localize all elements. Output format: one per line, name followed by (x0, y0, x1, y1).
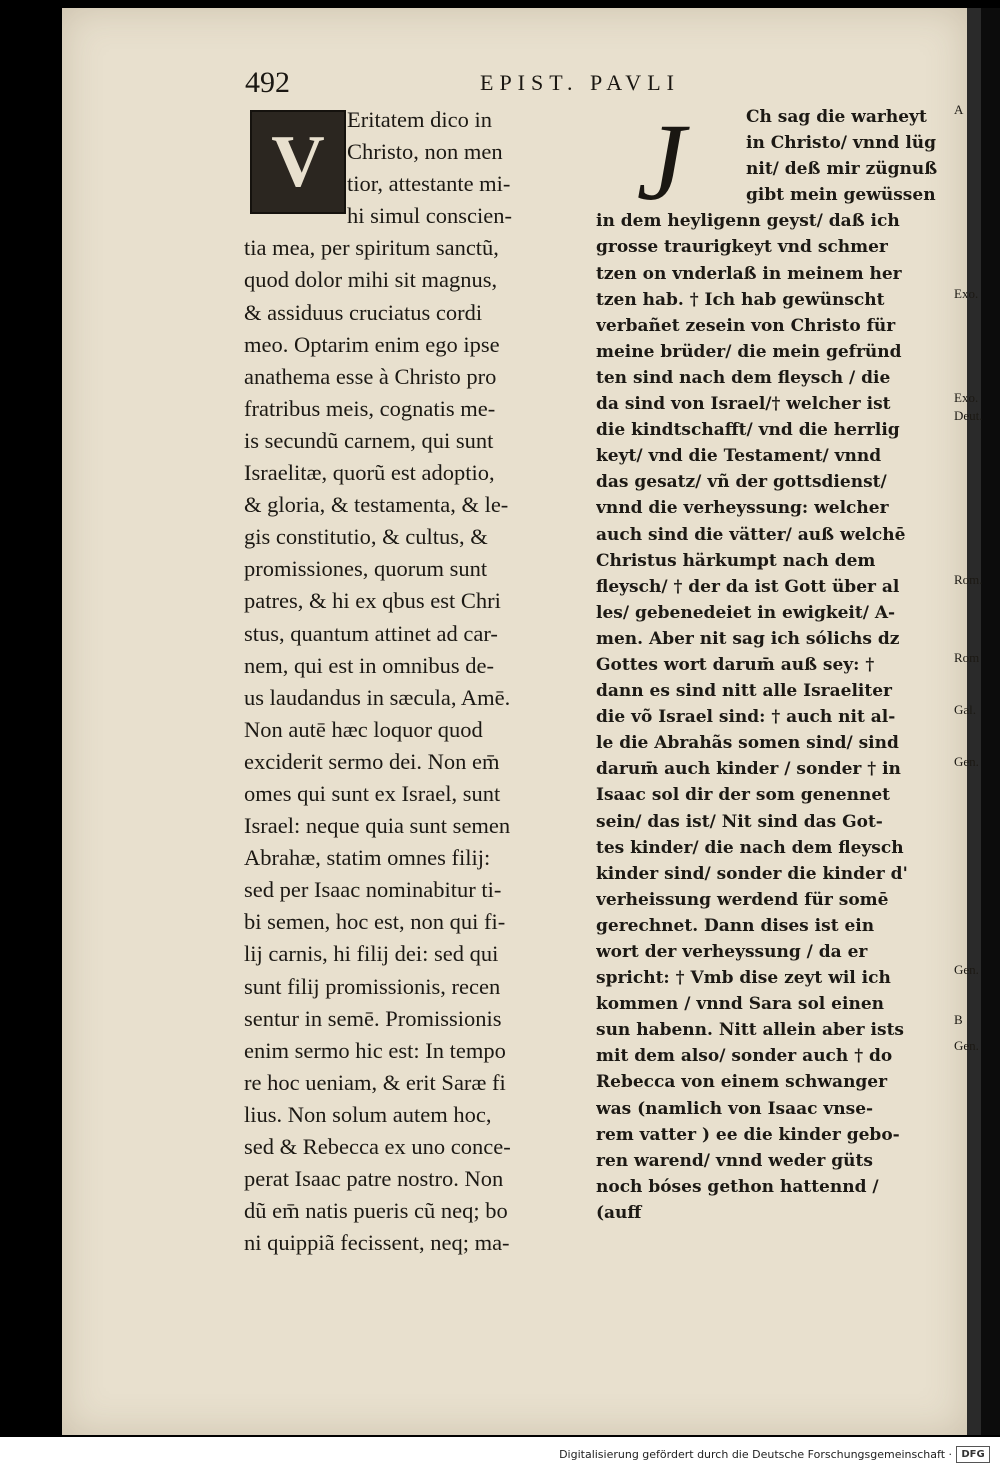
latin-text-line: stus, quantum attinet ad car- (244, 620, 498, 646)
german-text-line: Rebecca von einem schwanger (596, 1072, 888, 1093)
latin-text-line: gis constitutio, & cultus, & (244, 524, 488, 550)
german-text-line: tes kinder/ die nach dem fleysch (596, 837, 904, 858)
german-text-line: les/ gebenedeiet in ewigkeit/ A- (596, 602, 896, 623)
footer-bar (0, 1437, 1000, 1472)
margin-note: Gen. (954, 1038, 979, 1053)
latin-text-line: is secundũ carnem, qui sunt (244, 427, 494, 453)
latin-text-line: hi simul conscien- (347, 203, 512, 229)
german-text-line: sun habenn. Nitt allein aber ists (596, 1020, 904, 1041)
latin-text-line: sed per Isaac nominabitur ti- (244, 877, 502, 903)
initial-letter: J (636, 101, 686, 223)
latin-text-line: ni quippiã fecissent, neq; ma- (244, 1230, 510, 1256)
german-text-line: rem vatter ) ee die kinder gebo- (596, 1124, 900, 1145)
latin-text-line: Abrahæ, statim omnes filij: (244, 845, 491, 871)
german-text-line: spricht: † Vmb dise zeyt wil ich (596, 968, 891, 989)
latin-text-line: dũ em̄ natis pueris cũ neq; bo (244, 1198, 508, 1224)
german-text-line: nit/ deß mir zügnuß (746, 159, 938, 180)
german-text-line: wort der verheyssung / da er (596, 942, 868, 962)
latin-text-line: & assiduus cruciatus cordi (244, 299, 483, 325)
german-text-line: vnnd die verheyssung: welcher (596, 498, 889, 519)
german-text-line: verheissung werdend für somē (596, 889, 889, 910)
german-text-line: was (namlich von Isaac vnse- (596, 1098, 874, 1119)
latin-text-line: meo. Optarim enim ego ipse (244, 331, 500, 357)
margin-note: B (954, 1012, 963, 1027)
latin-text-line: & gloria, & testamenta, & le- (244, 492, 509, 518)
margin-note: Deut. (954, 408, 983, 423)
german-text-line: in dem heyligenn geyst/ daß ich (596, 211, 900, 232)
latin-text-line: Israel: neque quia sunt semen (244, 813, 511, 839)
german-text-line: tzen hab. † Ich hab gewünscht (596, 289, 885, 310)
german-column (596, 101, 951, 1226)
latin-text-line: Non autē hæc loquor quod (244, 716, 483, 742)
latin-text-line: nem, qui est in omnibus de- (244, 652, 494, 678)
margin-note: Rom (954, 650, 980, 665)
german-text-line: grosse traurigkeyt vnd schmer (596, 237, 888, 258)
german-text-line: ren warend/ vnnd weder güts (596, 1150, 873, 1171)
latin-text-line: anathema esse à Christo pro (244, 363, 497, 389)
latin-text-line: re hoc ueniam, & erit Saræ fi (244, 1069, 506, 1095)
margin-note: Gen. (954, 754, 979, 769)
latin-text-line: Israelitæ, quorũ est adoptio, (244, 460, 495, 486)
latin-text-line: lius. Non solum autem hoc, (244, 1101, 492, 1127)
latin-text-line: tia mea, per spiritum sanctũ, (244, 235, 499, 261)
page-header (0, 66, 1000, 106)
german-text-line: ten sind nach dem fleysch / die (596, 367, 891, 388)
german-text-line: dann es sind nitt alle Israeliter (596, 681, 892, 702)
german-text-line: noch bóses gethon hattennd / (596, 1176, 879, 1197)
german-text-line: kinder sind/ sonder die kinder d' (596, 863, 908, 884)
german-text-line: Christus härkumpt nach dem (596, 550, 876, 571)
german-text-line: gibt mein gewüssen (746, 185, 936, 206)
german-text-line: kommen / vnnd Sara sol einen (596, 994, 884, 1015)
running-title: EPIST. PAVLI (480, 70, 680, 95)
latin-column (244, 104, 632, 1259)
german-text-line: tzen on vnderlaß in meinem her (596, 263, 902, 284)
german-text-line: meine brüder/ die mein gefründ (596, 341, 902, 362)
german-text-line: keyt/ vnd die Testament/ vnnd (596, 446, 882, 467)
margin-note: A (954, 102, 964, 117)
latin-text-line: promissiones, quorum sunt (244, 556, 488, 582)
latin-text-line: fratribus meis, cognatis me- (244, 395, 496, 421)
latin-text-line: quod dolor mihi sit magnus, (244, 267, 498, 293)
latin-text-line: sed & Rebecca ex uno conce- (244, 1134, 511, 1159)
page-number: 492 (245, 66, 290, 99)
latin-text-line: omes qui sunt ex Israel, sunt (244, 780, 501, 806)
german-text-line: da sind von Israel/† welcher ist (596, 394, 891, 415)
german-text-line: das gesatz/ vñ der gottsdienst/ (596, 472, 887, 493)
german-text-line: auch sind die vätter/ auß welchē (596, 524, 906, 545)
german-text-line: (auff (596, 1202, 642, 1223)
latin-text-line: us laudandus in sæcula, Amē. (244, 684, 511, 710)
latin-text-line: Christo, non men (347, 139, 503, 165)
latin-text-line: sentur in semē. Promissionis (244, 1005, 502, 1031)
german-text-line: sein/ das ist/ Nit sind das Got- (596, 811, 883, 832)
german-text-line: fleysch/ † der da ist Gott über al (596, 576, 900, 597)
margin-note: Exo. (954, 286, 979, 301)
margin-note: Rom. (954, 572, 983, 587)
latin-text-line: patres, & hi ex qbus est Chri (244, 588, 501, 614)
latin-text-line: bi semen, hoc est, non qui fi- (244, 909, 506, 935)
latin-text-line: perat Isaac patre nostro. Non (244, 1166, 504, 1192)
latin-text-line: exciderit sermo dei. Non em̄ (244, 748, 500, 774)
german-text-line: gerechnet. Dann dises ist ein (596, 915, 875, 936)
page-edge-shadow (981, 8, 1000, 1435)
latin-text-line: sunt filij promissionis, recen (244, 973, 501, 999)
initial-letter: V (271, 120, 325, 203)
german-text-line: die kindtschafft/ vnd die herrlig (596, 420, 900, 441)
funding-notice: Digitalisierung gefördert durch die Deutsche Forschungsgemeinschaft · (559, 1448, 952, 1461)
german-text-line: mit dem also/ sonder auch † do (596, 1046, 893, 1067)
german-text-line: men. Aber nit sag ich sólichs dz (596, 628, 900, 649)
german-text-line: verbañet zesein von Christo für (596, 315, 896, 336)
german-text-line: Isaac sol dir der som genennet (596, 785, 890, 806)
page-edge (967, 8, 981, 1435)
german-text-line: le die Abrahãs somen sind/ sind (596, 733, 899, 754)
german-text-line: darum̄ auch kinder / sonder † in (596, 759, 901, 780)
margin-note: Exo. (954, 390, 979, 405)
margin-note: Gen. (954, 962, 979, 977)
dfg-logo: DFG (956, 1446, 990, 1463)
latin-text-line: lij carnis, hi filij dei: sed qui (244, 941, 499, 967)
german-text-line: Ch sag die warheyt (746, 107, 927, 127)
margin-note: Gal. (954, 702, 977, 717)
german-text-line: die võ Israel sind: † auch nit al- (596, 707, 896, 728)
latin-text-line: tior, attestante mi- (347, 171, 511, 197)
german-text-line: Gottes wort darum̄ auß sey: † (596, 654, 875, 675)
german-text-line: in Christo/ vnnd lüg (746, 133, 937, 154)
latin-text-line: enim sermo hic est: In tempo (244, 1037, 506, 1063)
latin-text-line: Eritatem dico in (347, 107, 492, 132)
